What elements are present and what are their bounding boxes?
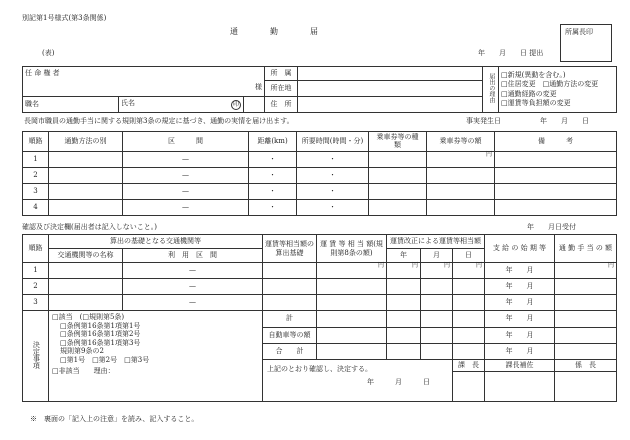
decision-label: 決定事項 — [23, 311, 49, 402]
col2-before-fare: 運賃改正による運賃等相当額 — [387, 235, 485, 249]
col2-section: 利 用 区 間 — [123, 249, 263, 263]
car-amount-label: 自動車等の額 — [263, 328, 317, 344]
col-order: 順路 — [23, 132, 49, 152]
confirm-text: 上記のとおり確認し、決定する。 — [267, 365, 372, 373]
decision-options[interactable]: □該当 (□規則第5条) □条例第16条第1項第1号 □条例第16条第1項第2号 □条例第16条第1項第3号 規則第9条の2 □第1号 □第2号 □第3号 □非該当 理由： — [49, 311, 263, 402]
decision-not-applicable[interactable]: □非該当 理由： — [52, 367, 115, 376]
total-label: 合 計 — [263, 344, 317, 360]
stamp-unit-chief[interactable] — [555, 372, 617, 402]
reason-label: 届出の理由 — [483, 67, 499, 113]
col-section: 区 間 — [123, 132, 249, 152]
front-label: (表) — [42, 49, 55, 57]
col2-org-name: 交通機関等の名称 — [49, 249, 123, 263]
applicant-table — [22, 66, 617, 113]
table-row: 1 — ・ ・ 円 — [23, 152, 617, 168]
stamp-label: 所属長印 — [565, 28, 593, 36]
declaration: 長岡市職員の通勤手当に関する規則第3条の規定に基づき、通勤の実情を届け出ます。 — [24, 117, 294, 125]
location-label: 所在地 — [265, 81, 298, 97]
role-section-chief: 課 長 — [453, 360, 485, 372]
stamp-deputy-chief[interactable] — [485, 372, 555, 402]
confirm-table: 順路 算出の基礎となる交通機関等 運賃等相当額の算出基礎 運 賃 等 相 当 額(規則第8条の額) 運賃改正による運賃等相当額 支 給 の 始 期 等 通 勤 手 当 の 額 交通機関等の名称 利 用 区 間 年 月 日 1 — 円 円 円 円 年 月 円 2 — 年 月 3 — 年 月 決定事項 □該当 (□規則第5条) □条例第16条第1項第1号 □条例第16条第1項第2号 □条例第16条第1項第3号 規則第9条の2 □第1号 □第2号 □第3号 □非該当 理由： 計 年 月 自動車等の額 年 月 合 計 年 月 上記のとおり確認し、決定する。 年 月 日 課 長 課長補佐 係 長 — [22, 234, 617, 402]
confirm-ymd: 年 月 日 — [367, 378, 430, 387]
rank-field: 職名 — [23, 97, 119, 113]
reason-options[interactable] — [499, 67, 617, 113]
appointer-label: 任 命 権 者 — [23, 67, 265, 81]
event-date: 年 月 日 — [540, 117, 589, 125]
sum-label: 計 — [263, 311, 317, 328]
address-field[interactable] — [298, 97, 483, 113]
route-table — [22, 131, 617, 216]
dept-field[interactable] — [298, 67, 483, 81]
role-deputy-chief: 課長補佐 — [485, 360, 555, 372]
confirm-label: 確認及び決定欄(届出者は記入しないこと。) — [22, 223, 157, 231]
col-distance: 距離(km) — [249, 132, 297, 152]
form-label: 別記第1号様式(第3条関係) — [22, 14, 107, 22]
confirm-date: 年 月日受付 — [527, 223, 576, 231]
col2-basis: 算出の基礎となる交通機関等 — [49, 235, 263, 249]
col-method: 通勤方法の別 — [49, 132, 123, 152]
table-row: 3 — ・ ・ — [23, 184, 617, 200]
page-title: 通 勤 届 — [230, 27, 318, 36]
col2-fare-amount: 運 賃 等 相 当 額(規則第8条の額) — [317, 235, 387, 263]
name-field: 氏名 印 — [119, 97, 244, 113]
col-ticket-amount: 乗車券等の額 — [427, 132, 495, 152]
role-unit-chief: 係 長 — [555, 360, 617, 372]
col2-allowance: 通 勤 手 当 の 額 — [555, 235, 617, 263]
decision-applicable[interactable]: □該当 (□規則第5条) — [52, 313, 125, 321]
reason-route-change[interactable]: □通勤経路の変更 — [501, 89, 557, 98]
col2-fare-basis: 運賃等相当額の算出基礎 — [263, 235, 317, 263]
appointer-field: 様 — [23, 81, 265, 97]
confirm-text-cell — [263, 360, 453, 402]
submit-date: 年 月 日 提出 — [478, 49, 544, 57]
table-row: 2 — 年 月 — [23, 279, 617, 295]
table-row: 2 — ・ ・ — [23, 168, 617, 184]
table-row: 3 — 年 月 — [23, 295, 617, 311]
reason-fare-change[interactable]: □運賃等負担額の変更 — [501, 98, 571, 107]
reason-address-change[interactable]: □住居変更 □通勤方法の変更 — [501, 80, 599, 89]
footer-note: ※ 裏面の「記入上の注意」を読み、記入すること。 — [30, 415, 199, 423]
stamp-section-chief[interactable] — [453, 372, 485, 402]
table-row: 4 — ・ ・ — [23, 200, 617, 216]
reason-new[interactable]: □新規(異動を含む。) — [501, 70, 566, 79]
address-label: 住 所 — [265, 97, 298, 113]
event-date-label: 事実発生日 — [466, 117, 501, 125]
location-field[interactable] — [298, 81, 483, 97]
col2-pay-start: 支 給 の 始 期 等 — [485, 235, 555, 263]
stamp-box — [560, 24, 612, 62]
table-row: 1 — 円 円 円 円 年 月 円 — [23, 263, 617, 279]
seal-icon: 印 — [232, 100, 239, 108]
col2-order: 順路 — [23, 235, 49, 263]
dept-label: 所 属 — [265, 67, 298, 81]
col-ticket-type: 乗車券等の種 類 — [369, 132, 427, 152]
col-time: 所要時間(時間・分) — [297, 132, 369, 152]
col-note: 備 考 — [495, 132, 617, 152]
